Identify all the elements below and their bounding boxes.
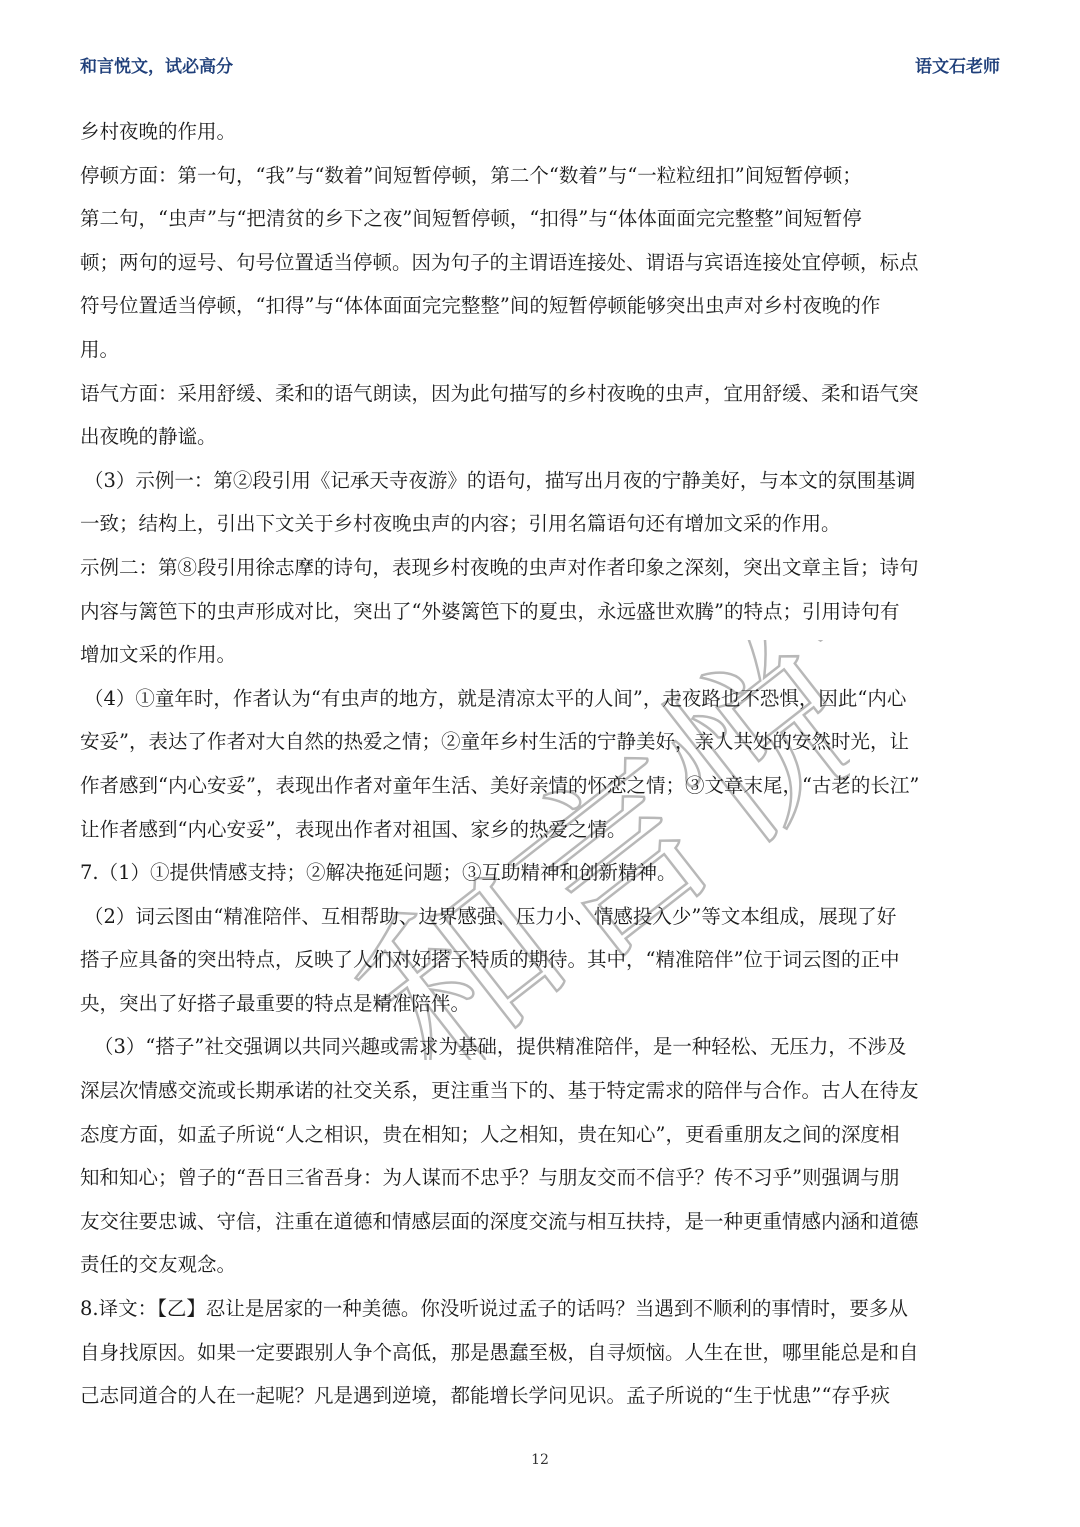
header-slogan: 和言悦文，试必高分 bbox=[80, 57, 233, 77]
text-line: 符号位置适当停顿，“扣得”与“体体面面完完整整”间的短暂停顿能够突出虫声对乡村夜晚的作 bbox=[80, 294, 881, 318]
text-line: 用。 bbox=[80, 337, 120, 361]
text-line: 第二句，“虫声”与“把清贫的乡下之夜”间短暂停顿，“扣得”与“体体面面完完整整”间短暂停 bbox=[80, 207, 862, 231]
text-line: 让作者感到“内心安妥”，表现出作者对祖国、家乡的热爱之情。 bbox=[80, 817, 627, 841]
text-line: 出夜晚的静谧。 bbox=[80, 425, 217, 449]
header-author: 语文石老师 bbox=[915, 57, 1000, 77]
text-line: 一致；结构上，引出下文关于乡村夜晚虫声的内容；引用名篇语句还有增加文采的作用。 bbox=[80, 512, 841, 536]
text-line: 央，突出了好搭子最重要的特点是精准陪伴。 bbox=[80, 991, 471, 1015]
watermark-text: 和言悦文 bbox=[323, 640, 850, 1060]
text-line: 停顿方面：第一句，“我”与“数着”间短暂停顿，第二个“数着”与“一粒粒纽扣”间短暂停顿； bbox=[80, 163, 862, 187]
text-line: 责任的交友观念。 bbox=[80, 1253, 237, 1277]
text-line: 知和知心；曾子的“吾日三省吾身：为人谋而不忠乎？与朋友交而不信乎？传不习乎”则强调与朋 bbox=[80, 1166, 900, 1190]
text-line: 己志同道合的人在一起呢？凡是遇到逆境，都能增长学问见识。孟子所说的“生于忧患”“存乎疢 bbox=[80, 1384, 890, 1408]
text-line: 8.译文：【乙】忍让是居家的一种美德。你没听说过孟子的话吗？当遇到不顺利的事情时，要多从 bbox=[80, 1297, 908, 1321]
text-line: 增加文采的作用。 bbox=[80, 643, 237, 667]
text-line: （3）示例一：第②段引用《记承天寺夜游》的语句，描写出月夜的宁静美好，与本文的氛围基调 bbox=[84, 468, 916, 492]
text-line: 语气方面：采用舒缓、柔和的语气朗读，因为此句描写的乡村夜晚的虫声，宜用舒缓、柔和语气突 bbox=[80, 381, 919, 405]
document-body bbox=[80, 110, 1000, 1418]
text-line: 搭子应具备的突出特点，反映了人们对好搭子特质的期待。其中，“精准陪伴”位于词云图的正中 bbox=[80, 948, 900, 972]
text-line: （4）①童年时，作者认为“有虫声的地方，就是清凉太平的人间”，走夜路也不恐惧，因此“内心 bbox=[84, 686, 907, 710]
text-line: 7.（1）①提供情感支持；②解决拖延问题；③互助精神和创新精神。 bbox=[80, 861, 677, 885]
text-line: 安妥”，表达了作者对大自然的热爱之情；②童年乡村生活的宁静美好，亲人共处的安然时光，让 bbox=[80, 730, 909, 754]
text-line: 示例二：第⑧段引用徐志摩的诗句，表现乡村夜晚的虫声对作者印象之深刻，突出文章主旨；诗句 bbox=[80, 555, 919, 579]
text-line: 内容与篱笆下的虫声形成对比，突出了“外婆篱笆下的夏虫，永远盛世欢腾”的特点；引用诗句有 bbox=[80, 599, 900, 623]
text-line: 顿；两句的逗号、句号位置适当停顿。因为句子的主谓语连接处、谓语与宾语连接处宜停顿，标点 bbox=[80, 250, 919, 274]
page-number: 12 bbox=[531, 1452, 549, 1468]
text-line: 友交往要忠诚、守信，注重在道德和情感层面的深度交流与相互扶持，是一种更重情感内涵和道德 bbox=[80, 1209, 919, 1233]
page-header bbox=[80, 52, 1000, 82]
text-line: 乡村夜晚的作用。 bbox=[80, 120, 237, 143]
text-line: 自身找原因。如果一定要跟别人争个高低，那是愚蠢至极，自寻烦恼。人生在世，哪里能总是和自 bbox=[80, 1340, 919, 1364]
text-line: （3）“搭子”社交强调以共同兴趣或需求为基础，提供精准陪伴，是一种轻松、无压力，不涉及 bbox=[94, 1035, 907, 1059]
text-line: 深层次情感交流或长期承诺的社交关系，更注重当下的、基于特定需求的陪伴与合作。古人在待友 bbox=[80, 1079, 919, 1103]
text-line: 态度方面，如孟子所说“人之相识，贵在相知；人之相知，贵在知心”，更看重朋友之间的深度相 bbox=[80, 1122, 900, 1146]
text-line: （2）词云图由“精准陪伴、互相帮助、边界感强、压力小、情感投入少”等文本组成，展现了好 bbox=[84, 904, 897, 928]
text-line: 作者感到“内心安妥”，表现出作者对童年生活、美好亲情的怀恋之情；③文章末尾，“古老的长江” bbox=[80, 773, 920, 797]
